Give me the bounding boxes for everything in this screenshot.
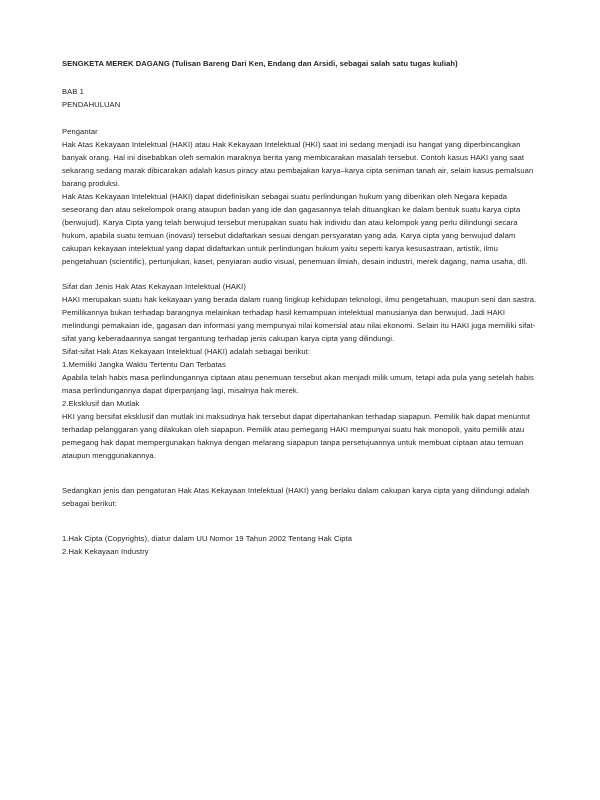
- paragraph-5: Sedangkan jenis dan pengaturan Hak Atas Kekayaan Intelektual (HAKI) yang berlaku dalam cakupan karya cipta yang dilindungi adalah sebagai berikut:: [62, 486, 530, 509]
- document-body: [62, 58, 538, 558]
- spacer-2: [62, 521, 538, 532]
- chapter-title: PENDAHULUAN: [62, 99, 121, 109]
- list-item-2-body: HKI yang bersifat eksklusif dan mutlak ini maksudnya hak tersebut dapat dipertahankan terhadap siapapun. Pemilik hak dapat menuntut terhadap pelanggaran yang dilakukan oleh siapapun. Pemilik atau pemegang HAKI mempunyai suatu hak monopoli, yaitu pemilik atau pemegang hak dapat mempergunakan haknya dengan melarang siapapun tanpa persetujuannya untuk membuat ciptaan atau temuan ataupun menggunakannya.: [62, 411, 531, 461]
- document-title: SENGKETA MEREK DAGANG (Tulisan Bareng Dari Ken, Endang dan Arsidi, sebagai salah satu tugas kuliah): [62, 59, 458, 68]
- numbered-item-1: 1.Hak Cipta (Copyrights), diatur dalam UU Nomor 19 Tahun 2002 Tentang Hak Cipta: [62, 534, 353, 544]
- paragraph-2: Hak Atas Kekayaan Intelektual (HAKI) dapat didefinisikan sebagai suatu perlindungan hukum yang diberikan oleh Negara kepada seseorang dan atau sekelompok orang ataupun badan yang ide dan gagasannya telah dituangkan ke dalam bentuk suatu karya cipta (berwujud). Karya Cipta yang telah berwujud tersebut merupakan suatu hak individu dan atau kelompok yang perlu dilindungi secara hukum, apabila suatu temuan (inovasi) tersebut didaftarkan sesuai dengan persyaratan yang ada. Karya cipta yang berwujud dalam cakupan kekayaan intelektual yang dapat didaftarkan untuk perlindungan hukum yaitu seperti karya kesusastraan, artistik, ilmu pengetahuan (scientific), pertunjukan, kaset, penyiaran audio visual, penemuan ilmiah, desain industri, merek dagang, nama usaha, dll.: [62, 192, 528, 267]
- numbered-item-2: 2.Hak Kekayaan Industry: [62, 547, 149, 557]
- list-item-1-body: Apabila telah habis masa perlindungannya ciptaan atau penemuan tersebut akan menjadi milik umum, tetapi ada pula yang setelah habis masa perlindungannya dapat diperpanjang lagi, misalnya hak merek.: [62, 372, 534, 395]
- paragraph-1: Hak Atas Kekayaan Intelektual (HAKI) atau Hak Kekayaan Intelektual (HKI) saat ini sedang menjadi isu hangat yang diperbincangkan banyak orang. Hal ini disebabkan oleh semakin maraknya berita yang membicarakan masalah tersebut. Contoh kasus HAKI yang saat sekarang sedang marak dibicarakan adalah kasus piracy atau pembajakan karya–karya cipta seniman tanah air, selain kasus pemalsuan barang produksi.: [62, 140, 534, 189]
- list-item-1-title: 1.Memiliki Jangka Waktu Tertentu Dan Terbatas: [62, 359, 226, 369]
- list-item-2-title: 2.Eksklusif dan Mutlak: [62, 398, 140, 408]
- chapter-label: BAB 1: [62, 86, 84, 96]
- spacer: [62, 473, 538, 484]
- section-heading-pengantar: Pengantar: [62, 127, 98, 136]
- paragraph-3: HAKI merupakan suatu hak kekayaan yang berada dalam ruang lingkup kehidupan teknologi, ilmu pengetahuan, maupun seni dan sastra. Pemilikannya bukan terhadap barangnya melainkan terhadap hasil kemampuan intelektual manusianya dan berwujud. Jadi HAKI melindungi pemakaian ide, gagasan dan informasi yang mempunyai nilai komersial atau nilai ekonomi. Selain itu HAKI juga memiliki sifat-sifat yang keberadaannya sangat tergantung terhadap jenis cakupan karya cipta yang dilindungi.: [62, 294, 537, 343]
- paragraph-4: Sifat-sifat Hak Atas Kekayaan Intelektual (HAKI) adalah sebagai berikut:: [62, 346, 311, 356]
- chapter-block: [62, 85, 538, 111]
- section-heading-sifat-jenis: Sifat dan Jenis Hak Atas Kekayaan Intelektual (HAKI): [62, 281, 246, 291]
